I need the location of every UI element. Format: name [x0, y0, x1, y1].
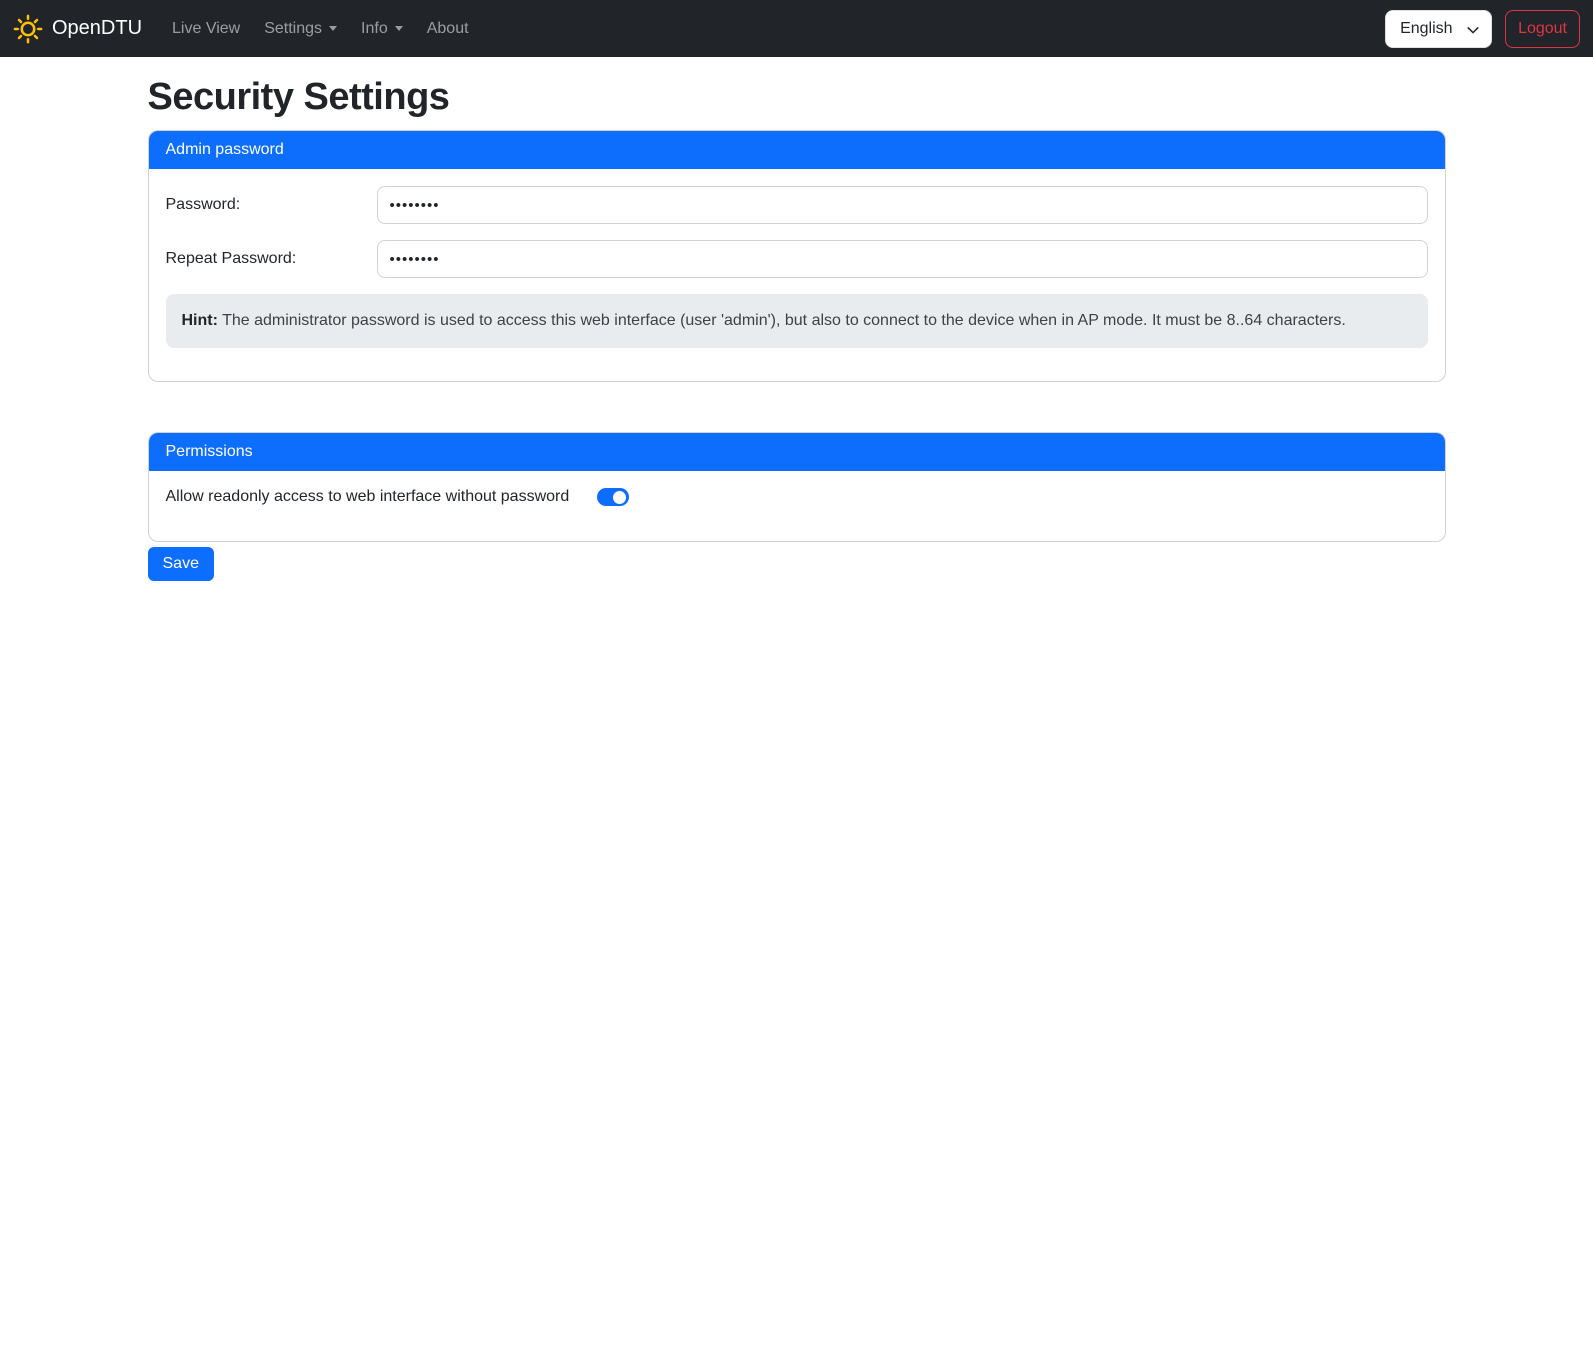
brand-name: OpenDTU	[52, 17, 143, 39]
readonly-access-toggle[interactable]	[597, 488, 629, 506]
main-content	[148, 76, 1446, 581]
nav-links	[160, 12, 481, 46]
repeat-password-row	[166, 240, 1428, 278]
sun-icon	[13, 14, 43, 44]
admin-password-card-header: Admin password	[149, 131, 1445, 169]
chevron-down-icon	[1466, 23, 1480, 37]
toggle-knob	[613, 491, 626, 504]
nav-item-settings[interactable]	[256, 12, 345, 46]
brand-logo[interactable]	[13, 14, 142, 44]
nav-item-label: About	[426, 19, 469, 37]
top-navbar	[0, 0, 1593, 57]
save-button[interactable]: Save	[148, 547, 214, 581]
nav-item-live-view[interactable]	[164, 12, 248, 46]
readonly-access-label: Allow readonly access to web interface without password	[165, 488, 570, 506]
hint-text: The administrator password is used to access this web interface (user 'admin'), but also to connect to the device when in AP mode. It must be 8..64 characters.	[222, 312, 1346, 329]
password-hint	[166, 294, 1428, 348]
nav-item-info[interactable]	[353, 12, 411, 46]
page-title: Security Settings	[147, 76, 450, 118]
nav-item-label: Info	[361, 19, 388, 37]
password-input[interactable]	[377, 186, 1428, 224]
readonly-access-row	[166, 488, 1428, 506]
repeat-password-input[interactable]	[377, 240, 1428, 278]
nav-item-label: Settings	[264, 19, 323, 37]
password-label: Password:	[165, 196, 241, 213]
nav-item-about[interactable]	[419, 12, 477, 46]
chevron-down-icon	[329, 26, 337, 31]
repeat-password-label: Repeat Password:	[165, 250, 297, 267]
navbar-right	[1385, 10, 1580, 48]
admin-password-card	[148, 130, 1446, 382]
password-row	[166, 186, 1428, 224]
permissions-card-body	[149, 471, 1445, 541]
language-select[interactable]	[1385, 10, 1492, 48]
logout-button[interactable]: Logout	[1505, 10, 1580, 48]
nav-item-label: Live View	[172, 19, 241, 37]
hint-label: Hint:	[181, 312, 218, 329]
permissions-card	[148, 432, 1446, 542]
permissions-card-header: Permissions	[149, 433, 1445, 471]
admin-password-card-body	[149, 169, 1445, 381]
chevron-down-icon	[395, 26, 403, 31]
language-selected-value: English	[1400, 19, 1453, 37]
